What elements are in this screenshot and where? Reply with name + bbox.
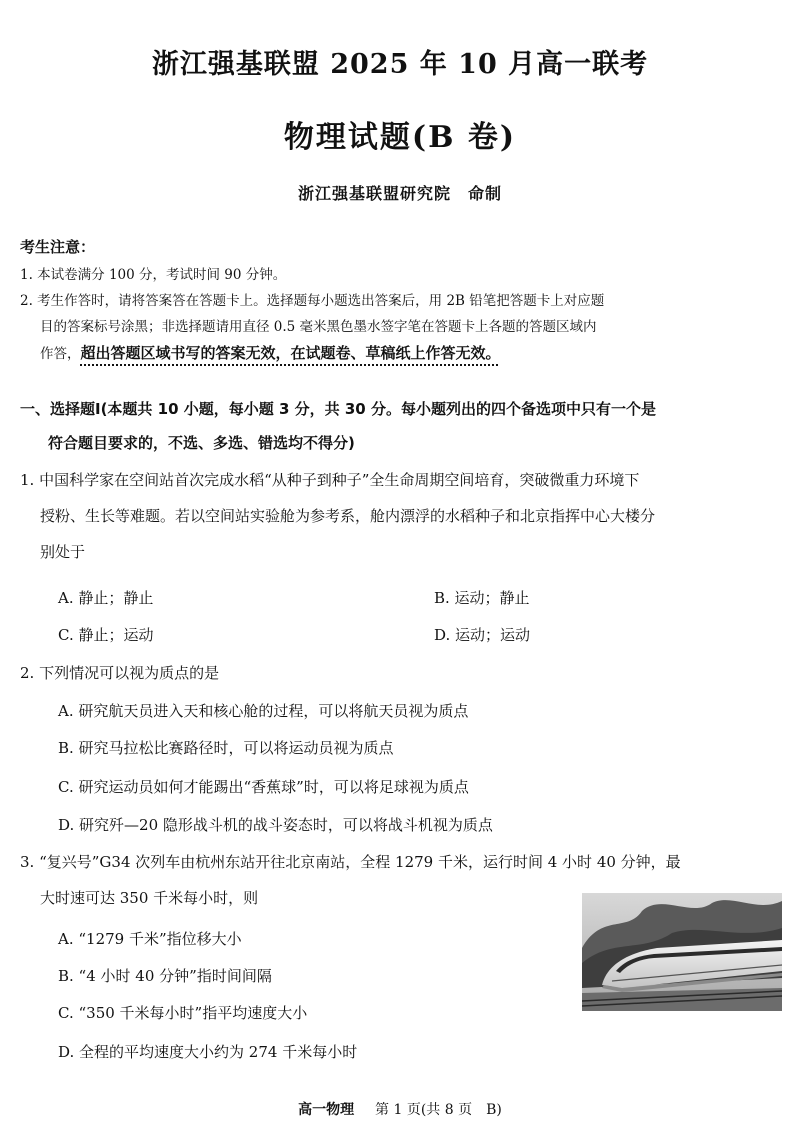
question-1-option-d: D. 运动；运动 [434,626,531,644]
question-1-option-b: B. 运动；静止 [434,589,530,607]
exam-author: 浙江强基联盟研究院 命制 [297,184,502,203]
question-2-stem: 2. 下列情况可以视为质点的是 [20,664,220,682]
high-speed-train-photo [582,893,782,1011]
notice-item-2-line-3 [20,340,782,367]
notice-item-1: 1. 本试卷满分 100 分，考试时间 90 分钟。 [20,267,287,283]
exam-subtitle: 物理试题(B 卷) [283,120,517,155]
notice-item-2 [20,288,782,367]
exam-title: 浙江强基联盟 2025 年 10 月高一联考 [151,49,649,80]
section-1-line-2: 符合题目要求的，不选、多选、错选均不得分) [48,434,355,452]
question-1-stem [20,462,790,570]
notice-item-2-line-1: 2. 考生作答时，请将答案答在答题卡上。选择题每小题选出答案后，用 2B 铅笔把答题卡上对应题 [20,293,605,309]
footer-subject: 高一物理 [298,1102,355,1118]
question-2-option-b: B. 研究马拉松比赛路径时，可以将运动员视为质点 [58,739,394,757]
notice-heading: 考生注意： [20,238,96,256]
footer-page-number: 第 1 页(共 8 页 B) [375,1102,502,1118]
question-1-option-a: A. 静止；静止 [58,589,154,607]
question-1-line-1: 1. 中国科学家在空间站首次完成水稻“从种子到种子”全生命周期空间培育，突破微重力环境下 [20,471,640,489]
question-2-option-a: A. 研究航天员进入天和核心舱的过程，可以将航天员视为质点 [58,702,469,720]
question-1-line-3: 别处于 [40,543,86,561]
question-3-option-a: A. “1279 千米”指位移大小 [58,930,242,948]
question-1-option-c: C. 静止；运动 [58,626,154,644]
question-3-option-b: B. “4 小时 40 分钟”指时间间隔 [58,967,272,985]
section-1-heading [20,392,790,460]
question-3-option-d: D. 全程的平均速度大小约为 274 千米每小时 [58,1043,358,1061]
question-3-line-1: 3. “复兴号”G34 次列车由杭州东站开往北京南站，全程 1279 千米，运行时间 4 小时 40 分钟，最 [20,853,681,871]
section-1-line-1: 一、选择题Ⅰ(本题共 10 小题，每小题 3 分，共 30 分。每小题列出的四个备选项中只有一个是 [20,400,656,418]
notice-emphasis: 超出答题区域书写的答案无效，在试题卷、草稿纸上作答无效。 [80,344,501,362]
question-3-option-c: C. “350 千米每小时”指平均速度大小 [58,1004,308,1022]
page-footer [0,1099,800,1119]
question-2-option-d: D. 研究歼—20 隐形战斗机的战斗姿态时，可以将战斗机视为质点 [58,816,493,834]
notice-item-2-line-2: 目的答案标号涂黑；非选择题请用直径 0.5 毫米黑色墨水签字笔在答题卡上各题的答题区域内 [40,319,597,335]
question-1-line-2: 授粉、生长等难题。若以空间站实验舱为参考系，舱内漂浮的水稻种子和北京指挥中心大楼分 [40,507,656,525]
question-3-line-2: 大时速可达 350 千米每小时，则 [40,889,259,907]
question-2-option-c: C. 研究运动员如何才能踢出“香蕉球”时，可以将足球视为质点 [58,778,469,796]
notice-item-2-prefix: 作答， [40,346,81,362]
